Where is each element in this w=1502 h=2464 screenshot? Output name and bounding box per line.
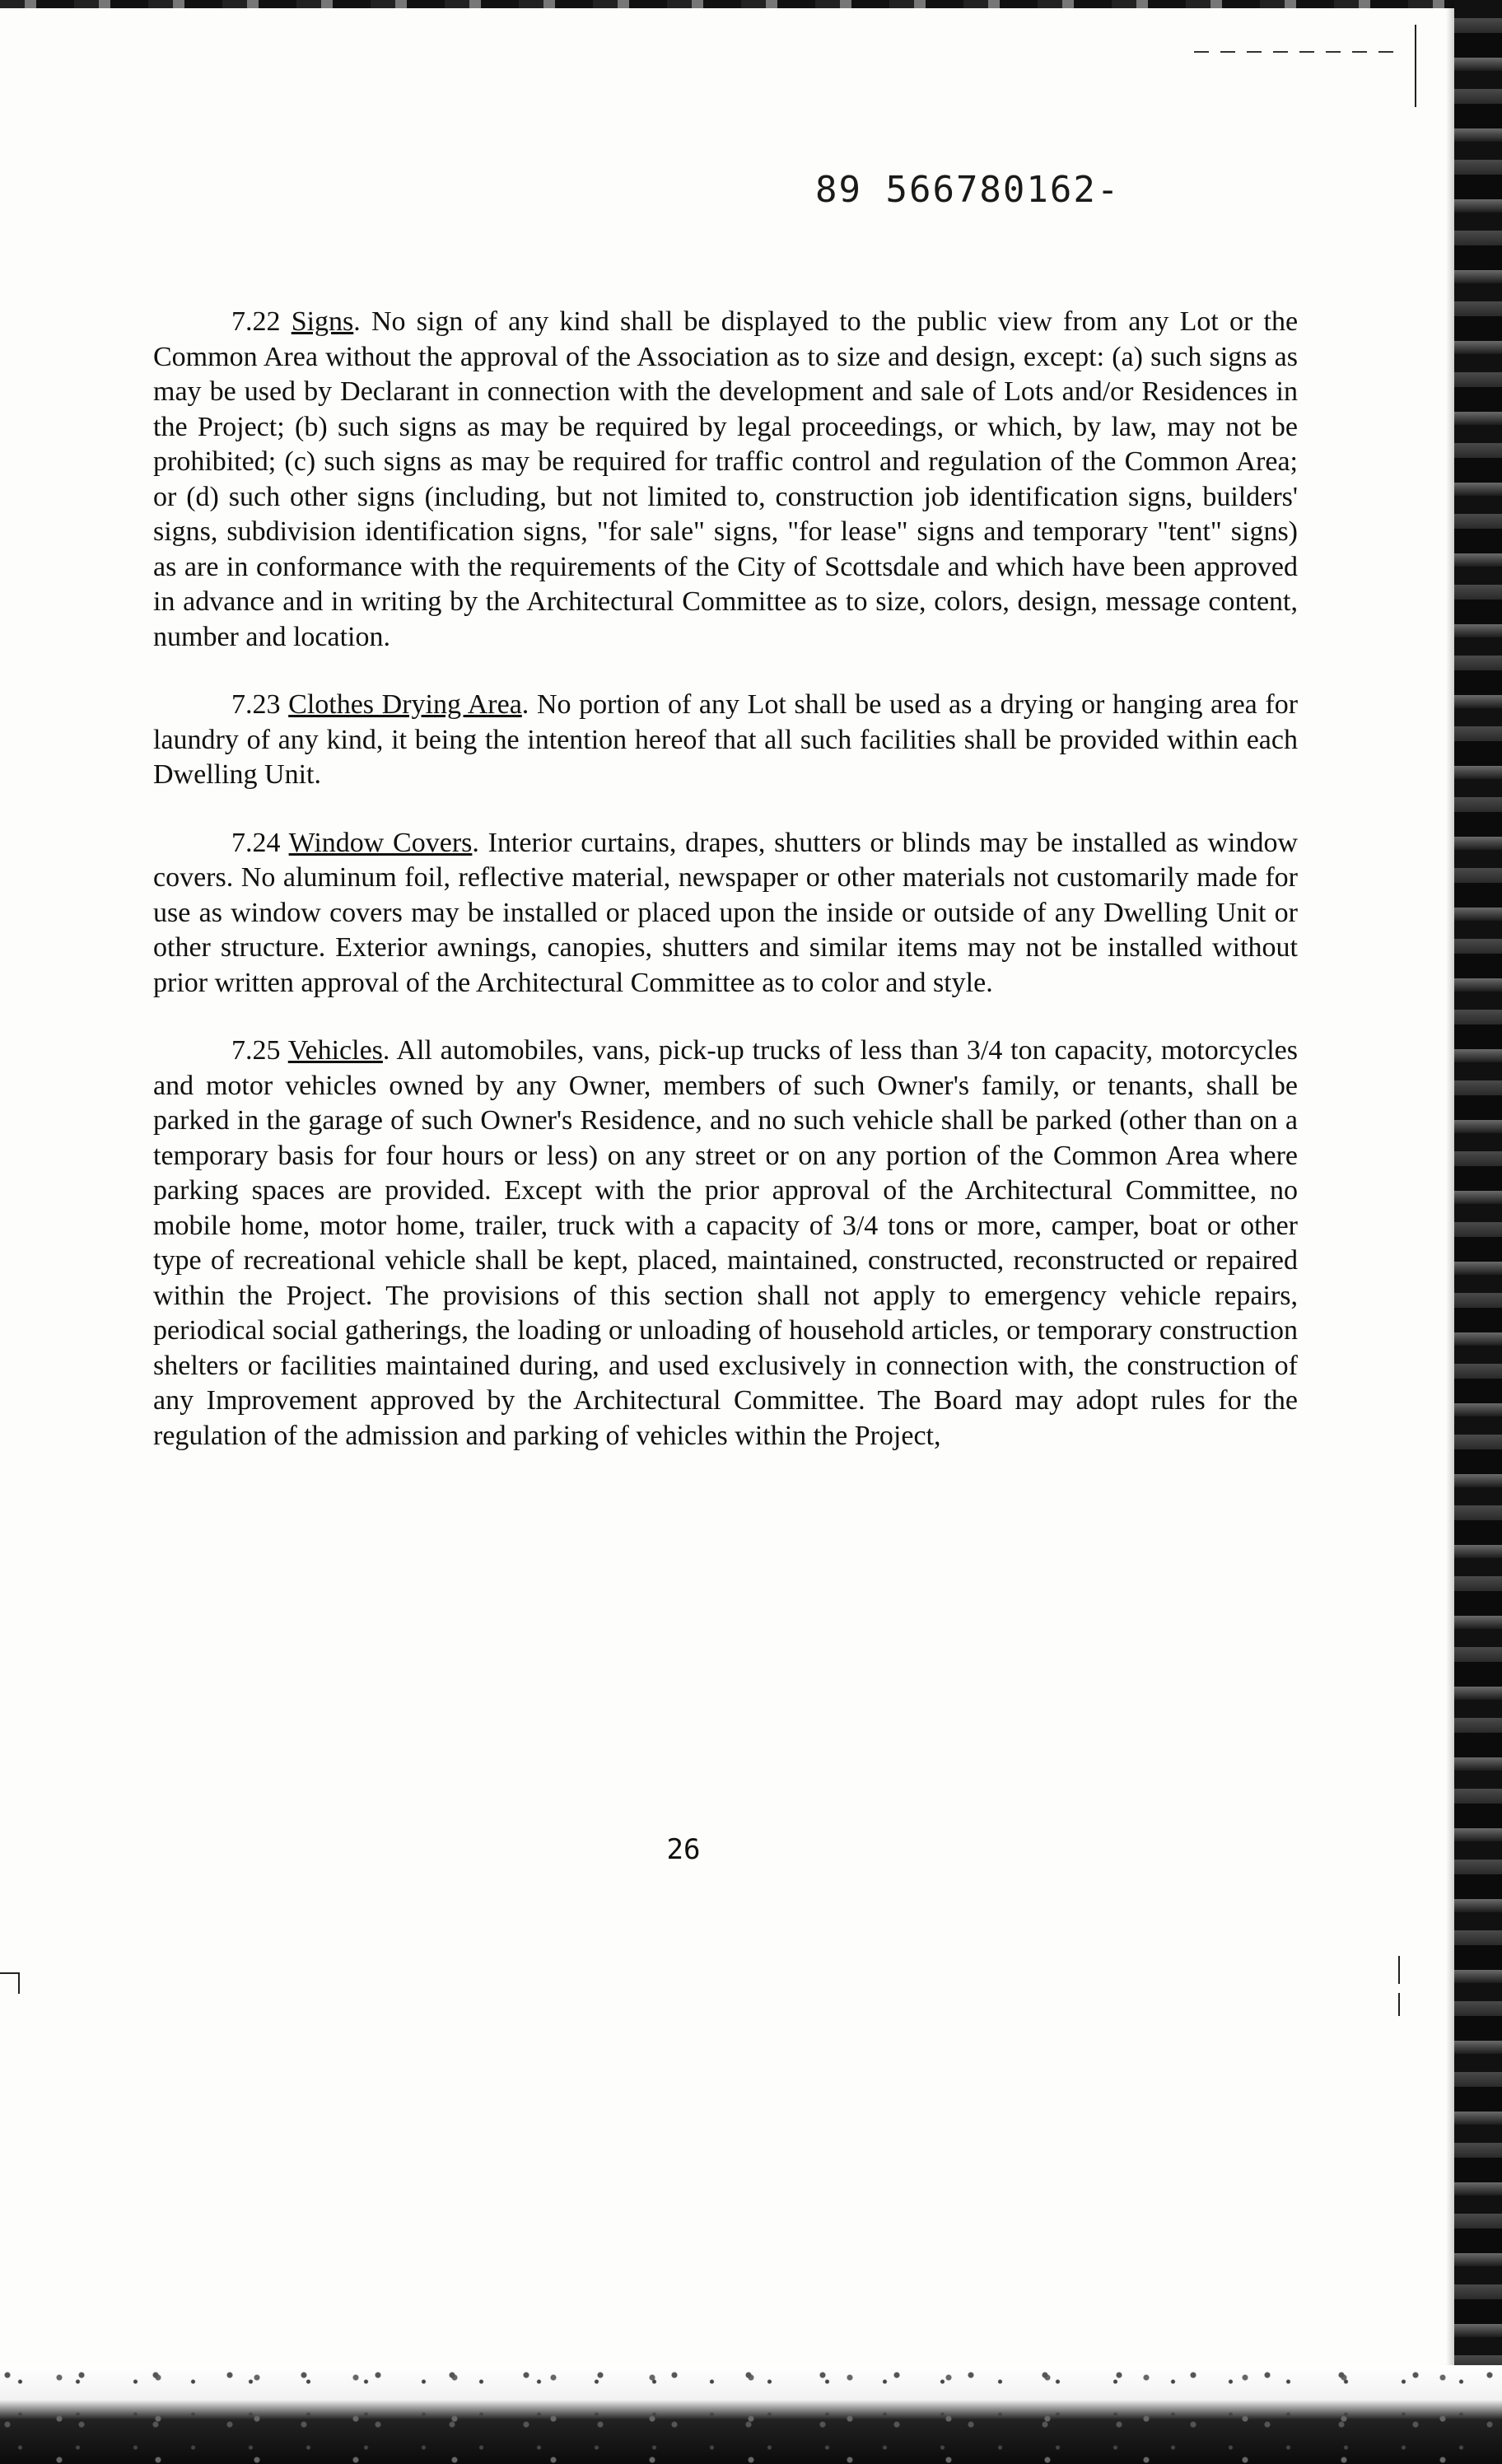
- document-body: [153, 305, 1298, 1486]
- document-number: 89 566780162-: [815, 169, 1121, 211]
- section-number: 7.25: [231, 1035, 281, 1066]
- registration-mark-right-1: [1398, 1956, 1400, 1984]
- section-heading: Signs: [291, 306, 354, 337]
- section-text: Interior curtains, drapes, shutters or blinds may be installed as window covers. No aluminum foil, reflective material, newspaper or other materials not customarily made for use as window covers may be installed or placed upon the inside or outside of any Dwelling Unit or other structure. Exterior awnings, canopies, shutters and similar items may not be installed without prior written approval of the Architectural Committee as to color and style.: [153, 827, 1299, 998]
- scan-shadow-right: [1446, 0, 1454, 2464]
- scan-edge-top: [0, 0, 1502, 8]
- section-7-25: 7.25 Vehicles. All automobiles, vans, pick-up trucks of less than 3/4 ton capacity, motorcycles and motor vehicles owned by any Owner, members of such Owner's family, or tenants, shall be parked in the garage of such Owner's Residence, and no such vehicle shall be parked (other than on a temporary basis for four hours or less) on any street or on any portion of the Common Area where parking spaces are provided. Except with the prior approval of the Architectural Committee, no mobile home, motor home, trailer, truck with a capacity of 3/4 tons or more, camper, boat or other type of recreational vehicle shall be kept, placed, maintained, constructed, reconstructed or repaired within the Project. The provisions of this section shall not apply to emergency vehicle repairs, periodical social gatherings, the loading or unloading of household articles, or temporary construction shelters or facilities maintained during, and used exclusively in connection with, the construction of any Improvement approved by the Architectural Committee. The Board may adopt rules for the regulation of the admission and parking of vehicles within the Project,: [153, 1035, 1299, 1451]
- registration-mark-left-vertical: [18, 1972, 20, 1994]
- section-heading: Window Covers: [288, 827, 473, 858]
- scan-dashes-top-right: [1194, 51, 1400, 53]
- scan-edge-right: [1454, 0, 1502, 2464]
- section-text: No portion of any Lot shall be used as a drying or hanging area for laundry of any kind, it being the intention hereof that all such facilities shall be provided within each Dwelling Unit.: [153, 689, 1299, 790]
- section-7-24: 7.24 Window Covers. Interior curtains, drapes, shutters or blinds may be installed as window covers. No aluminum foil, reflective material, newspaper or other materials not customarily made for use as window covers may be installed or placed upon the inside or outside of any Dwelling Unit or other structure. Exterior awnings, canopies, shutters and similar items may not be installed without prior written approval of the Architectural Committee as to color and style.: [153, 827, 1299, 998]
- section-heading: Vehicles: [287, 1035, 383, 1066]
- section-number: 7.24: [231, 827, 281, 858]
- section-text: No sign of any kind shall be displayed to the public view from any Lot or the Common Area without the approval of the Association as to size and design, except: (a) such signs as may be used by Declarant in connection with the development and sale of Lots and/or Residences in the Project; (b) such signs as may be required by legal proceedings, or which, by law, may not be prohibited; (c) such signs as may be required for traffic control and regulation of the Common Area; or (d) such other signs (including, but not limited to, construction job identification signs, builders' signs, subdivision identification signs, "for sale" signs, "for lease" signs and temporary "tent" signs) as are in conformance with the requirements of the City of Scottsdale and which have been approved in advance and in writing by the Architectural Committee as to size, colors, design, message content, number and location.: [153, 306, 1299, 652]
- registration-mark-right-2: [1398, 1993, 1400, 2016]
- section-number: 7.22: [231, 306, 281, 337]
- scan-edge-bottom: [0, 2365, 1502, 2464]
- registration-mark-left: [0, 1972, 20, 1974]
- section-number: 7.23: [231, 689, 281, 720]
- section-text: All automobiles, vans, pick-up trucks of less than 3/4 ton capacity, motorcycles and motor vehicles owned by any Owner, members of such Owner's family, or tenants, shall be parked in the garage of such Owner's Residence, and no such vehicle shall be parked (other than on a temporary basis for four hours or less) on any street or on any portion of the Common Area where parking spaces are provided. Except with the prior approval of the Architectural Committee, no mobile home, motor home, trailer, truck with a capacity of 3/4 tons or more, camper, boat or other type of recreational vehicle shall be kept, placed, maintained, constructed, reconstructed or repaired within the Project. The provisions of this section shall not apply to emergency vehicle repairs, periodical social gatherings, the loading or unloading of household articles, or temporary construction shelters or facilities maintained during, and used exclusively in connection with, the construction of any Improvement approved by the Architectural Committee. The Board may adopt rules for the regulation of the admission and parking of vehicles within the Project,: [153, 1035, 1299, 1451]
- section-7-23: 7.23 Clothes Drying Area. No portion of any Lot shall be used as a drying or hanging area for laundry of any kind, it being the intention hereof that all such facilities shall be provided within each Dwelling Unit.: [153, 689, 1299, 790]
- section-7-22: 7.22 Signs. No sign of any kind shall be displayed to the public view from any Lot or the Common Area without the approval of the Association as to size and design, except: (a) such signs as may be used by Declarant in connection with the development and sale of Lots and/or Residences in the Project; (b) such signs as may be required by legal proceedings, or which, by law, may not be prohibited; (c) such signs as may be required for traffic control and regulation of the Common Area; or (d) such other signs (including, but not limited to, construction job identification signs, builders' signs, subdivision identification signs, "for sale" signs, "for lease" signs and temporary "tent" signs) as are in conformance with the requirements of the City of Scottsdale and which have been approved in advance and in writing by the Architectural Committee as to size, colors, design, message content, number and location.: [153, 306, 1299, 652]
- scan-mark-top-right: [1415, 25, 1416, 107]
- page-number: 26: [666, 1833, 701, 1866]
- section-heading: Clothes Drying Area: [288, 689, 522, 720]
